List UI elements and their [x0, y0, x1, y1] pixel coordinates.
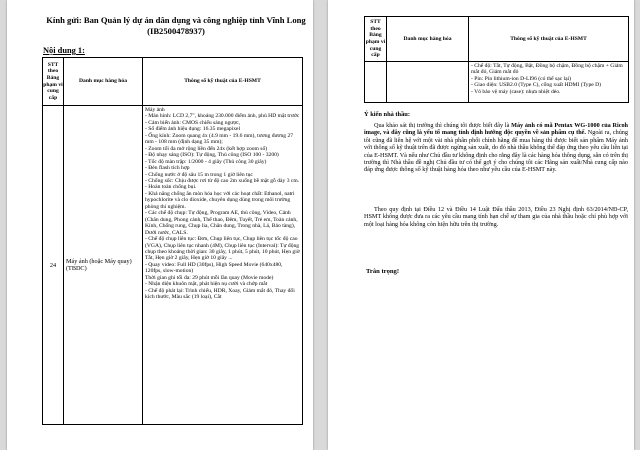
table-row [365, 62, 629, 103]
spec-line: Thời gian ghi tối đa: 29 phút mỗi lần quay (Movie mode) [145, 274, 274, 281]
spec-line: - Tốc độ màn trập: 1/2000 - 4 giây (Thủ công 30 giây) [145, 158, 267, 165]
spec-line: - Nhận diện khuôn mặt, phát hiện nụ cười và chớp mắt [145, 281, 268, 288]
opinion-heading: Ý kiến nhà thầu: [364, 111, 410, 118]
section-label: Nội dung 1: [43, 46, 85, 55]
spec-line: - Độ nhạy sáng (ISO): Tự động, Thủ công (ISO 100 - 3200) [145, 152, 279, 159]
opinion-paragraph-2 [364, 206, 628, 228]
title-code: (IB2500478937) [147, 26, 205, 36]
spec-line: - Chống sốc: Chịu được rơi từ độ cao 2m xuống bề mặt gỗ dày 3 cm. [145, 177, 300, 184]
document-page-1 [7, 0, 313, 450]
spec-line: - Khả năng chống ăn mòn hóa học với các hoạt chất: Ethanol, natri hypochlorite và clo dioxide, chuyên dụng dùng trong môi trường phòng thí nghiệm. [145, 190, 295, 210]
header-item: Danh mục hàng hóa [64, 58, 143, 106]
header-item: Danh mục hàng hóa [387, 17, 469, 62]
header-spec: Thông số kỹ thuật của E-HSMT [469, 17, 629, 62]
para2-text: Theo quy định tại Điều 12 và Điều 14 Luật Đấu thầu 2013, Điều 23 Nghị định 63/2014/NĐ-CP, HSMT không được đưa ra các yêu cầu mang tính hạn chế sự tham gia của nhà thầu hoặc chỉ phù hợp với một loại hàng hóa không còn hiện hữu trên thị trường. [364, 206, 628, 228]
table-header-row [365, 17, 629, 62]
row-spec-cell [469, 62, 629, 103]
spec-line: - Zoom tối đa mở rộng liền đến 24x (kết hợp zoom số) [145, 145, 268, 152]
spec-line: - Pin: Pin lithium-ion D-LI96 (có thể sạc lại) [471, 75, 572, 82]
spec-line: - Màn hình: LCD 2,7", khoảng 230.000 điểm ảnh, phủ HD mặt trước [145, 113, 300, 120]
spec-line: Máy ảnh [145, 107, 165, 113]
spec-table-continued [364, 16, 629, 103]
page-title [43, 15, 309, 37]
closing-text: Trân trọng! [366, 268, 400, 275]
row-item-name: Máy ảnh (hoặc Máy quay) (TBDC) [64, 106, 143, 425]
para1-rest: Ngoài ra, chúng tôi cũng đã liên hệ với một vài nhà phân phối chính hãng để mua hàng thì được biết sản phẩm Máy ảnh với thông số kỹ thuật trên đã được ngừng sản xuất, do đó nhà thầu không thể đáp ứng theo yêu cầu liên tại của E-HSMT. Và nếu như Chủ đầu tư không định cho rằng đây là các hàng hóa thông dụng, sẵn có trên thị trường thì Nhà thầu đề nghị Chủ đầu tư có thể gợi ý cho chúng tôi các Hãng sản xuất/Nhà cung cấp nào đáp ứng được thông số kỹ thuật hàng hóa theo như yêu cầu của E-HSMT này. [364, 129, 628, 174]
header-stt: STT theo Bảng phạm vi cung cấp [365, 17, 387, 62]
spec-line: - Các chế độ chụp: Tự động, Program AE, thủ công, Video, Cảnh (Chân dung, Phong cảnh, Thể thao, Đêm, Tuyết, Trẻ em, Toàn cảnh, Kính, Chống rung, Chụp lia, Chân dung, Trong nhà, Lá, Bảo tàng), Dưới nước, CALS. [145, 210, 298, 236]
row-item-name [387, 62, 469, 103]
row-stt: 24 [43, 106, 64, 425]
spec-line: - Chế độ chụp liên tục: Đơn, Chụp liên tục, Chụp liên tục tốc độ cao (VGA), Chụp liên tục nhanh (4M), Chụp liên tục (Interval): Tự động chụp theo khoảng thời gian: 30 giây, 1 phút, 5 phút, 10 phút, Hẹn giờ Tắt, Hẹn giờ 2 giây, Hẹn giờ 10 giây ... [145, 236, 300, 262]
row-spec-cell [143, 106, 303, 425]
spec-line: - Chống nước ở độ sâu 15 m trong 1 giờ liên tục [145, 171, 253, 178]
document-page-2 [328, 0, 634, 450]
spec-line: - Số điểm ảnh hiệu dụng: 16.35 megapixel [145, 126, 241, 133]
opinion-paragraph-1 [364, 122, 628, 174]
title-recipient: Kính gửi: Ban Quản lý dự án dân dụng và công nghiệp tỉnh Vĩnh Long [46, 15, 306, 25]
spec-line: - Giao diện: USB2.0 (Type C), cổng xuất HDMI (Type D) [471, 82, 602, 89]
table-header-row [43, 58, 303, 106]
spec-line: - Vỏ bảo vệ máy (case): nhựa nhiệt dẻo. [471, 88, 561, 95]
spec-line: - Ống kính: Zoom quang 4x (4.9 mm - 19.6 mm), tương đương 27 mm - 108 mm (định dạng 35 mm); [145, 132, 294, 146]
header-stt: STT theo Bảng phạm vi cung cấp [43, 58, 64, 106]
header-spec: Thông số kỹ thuật của E-HSMT [143, 58, 303, 106]
para1-intro: Qua khảo sát thị trường thì chúng tôi được biết đây là [374, 122, 512, 129]
spec-line: - Cảm biến ảnh: CMOS chiếu sáng ngược, [145, 119, 241, 126]
spec-table [42, 57, 303, 425]
table-row [43, 106, 303, 425]
row-stt [365, 62, 387, 103]
spec-line: - Chế độ phát lại: Trình chiếu, HDR, Xoay, Giảm mắt đỏ, Thay đổi kích thước, Màu sắc (19 loại), Cắt [145, 287, 295, 301]
spec-line: - Hoàn toàn chống bụi. [145, 184, 197, 191]
spec-line: - Chế độ: Tắt, Tự động, Bật, Đồng bộ chậm, Đồng bộ chậm + Giảm mắt đỏ, Giảm mắt đỏ [471, 63, 623, 76]
spec-line: - Đèn flash tích hợp [145, 165, 190, 172]
spec-line: - Quay video: Full HD (30fps), High Speed Movie (640x480, 120fps, slow-motion) [145, 261, 283, 275]
para1-bold: Máy ảnh có mã Pentax WG-1000 của Ricoh image, và đây cũng là yếu tố mang tính định hướng độc quyền về sản phẩm cụ thể. [364, 122, 628, 137]
